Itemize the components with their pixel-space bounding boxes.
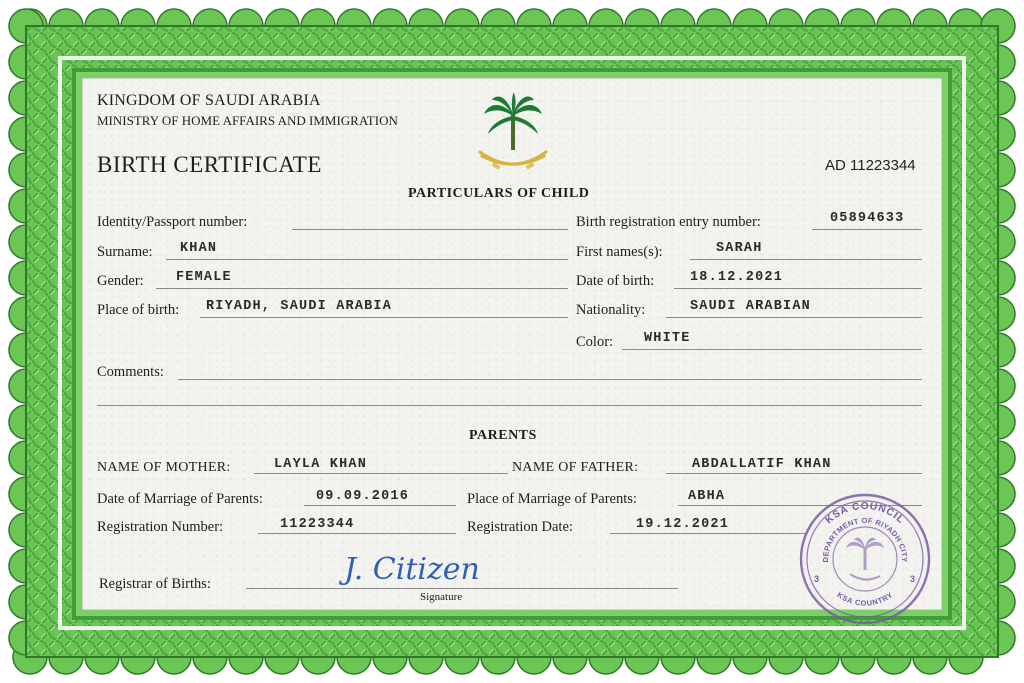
marriage-date-value: 09.09.2016 [316,489,410,504]
comments-label: Comments: [97,364,164,380]
registration-number-label: Registration Number: [97,519,224,535]
surname-line [166,259,568,260]
mother-label: NAME OF MOTHER: [97,460,231,475]
certificate-number: AD 11223344 [825,157,916,174]
gender-value: FEMALE [176,270,232,285]
mother-value: LAYLA KHAN [274,457,368,472]
official-stamp [792,490,938,628]
registrar-label: Registrar of Births: [99,576,211,592]
place-of-birth-value: RIYADH, SAUDI ARABIA [206,299,393,314]
nationality-label: Nationality: [576,302,646,318]
registration-number-value: 11223344 [280,517,355,532]
signature-line [246,588,678,589]
dob-value: 18.12.2021 [690,270,784,285]
father-label: NAME OF FATHER: [512,460,639,475]
gender-label: Gender: [97,273,144,289]
marriage-place-label: Place of Marriage of Parents: [467,491,637,507]
mother-line [254,473,508,474]
stamp-inner-text: DEPARTMENT OF RIYADH CITY [820,515,910,563]
marriage-date-label: Date of Marriage of Parents: [97,491,263,507]
father-value: ABDALLATIF KHAN [692,457,832,472]
first-names-value: SARAH [716,241,763,256]
color-label: Color: [576,334,614,350]
stamp-right-number: 3 [910,574,916,584]
comments-line-1 [178,379,922,380]
color-value: WHITE [644,331,691,346]
identity-line [292,229,568,230]
dob-label: Date of birth: [576,273,655,289]
surname-label: Surname: [97,244,153,260]
nationality-line [666,317,922,318]
stamp-palm-icon [846,538,884,580]
marriage-place-value: ABHA [688,489,726,504]
entry-number-value: 05894633 [830,211,905,226]
registrar-signature: J. Citizen [344,552,480,587]
registration-date-line [610,533,806,534]
svg-text:KSA COUNTRY [835,590,894,608]
stamp-bottom-text: KSA COUNTRY [835,590,895,608]
stamp-top-text: KSA COUNCIL [823,500,907,527]
ministry-heading: MINISTRY OF HOME AFFAIRS AND IMMIGRATION [97,113,398,128]
child-section-title: PARTICULARS OF CHILD [408,186,590,201]
surname-value: KHAN [180,241,218,256]
dob-line [674,288,922,289]
stamp-left-number: 3 [814,574,820,584]
registration-date-value: 19.12.2021 [636,517,730,532]
signature-caption: Signature [420,591,463,603]
marriage-date-line [304,505,456,506]
entry-number-label: Birth registration entry number: [576,214,761,230]
place-of-birth-label: Place of birth: [97,302,180,318]
registration-date-label: Registration Date: [467,519,573,535]
certificate-title: BIRTH CERTIFICATE [97,152,322,177]
first-names-line [690,259,922,260]
first-names-label: First names(s): [576,244,663,260]
country-heading: KINGDOM OF SAUDI ARABIA [97,92,321,109]
color-line [622,349,922,350]
parents-section-title: PARENTS [469,428,537,443]
comments-line-2 [97,405,922,406]
palm-and-swords-emblem-icon [470,92,556,182]
place-of-birth-line [200,317,568,318]
father-line [666,473,922,474]
gender-line [156,288,568,289]
identity-label: Identity/Passport number: [97,214,248,230]
registration-number-line [258,533,456,534]
nationality-value: SAUDI ARABIAN [690,299,811,314]
entry-number-line [812,229,922,230]
